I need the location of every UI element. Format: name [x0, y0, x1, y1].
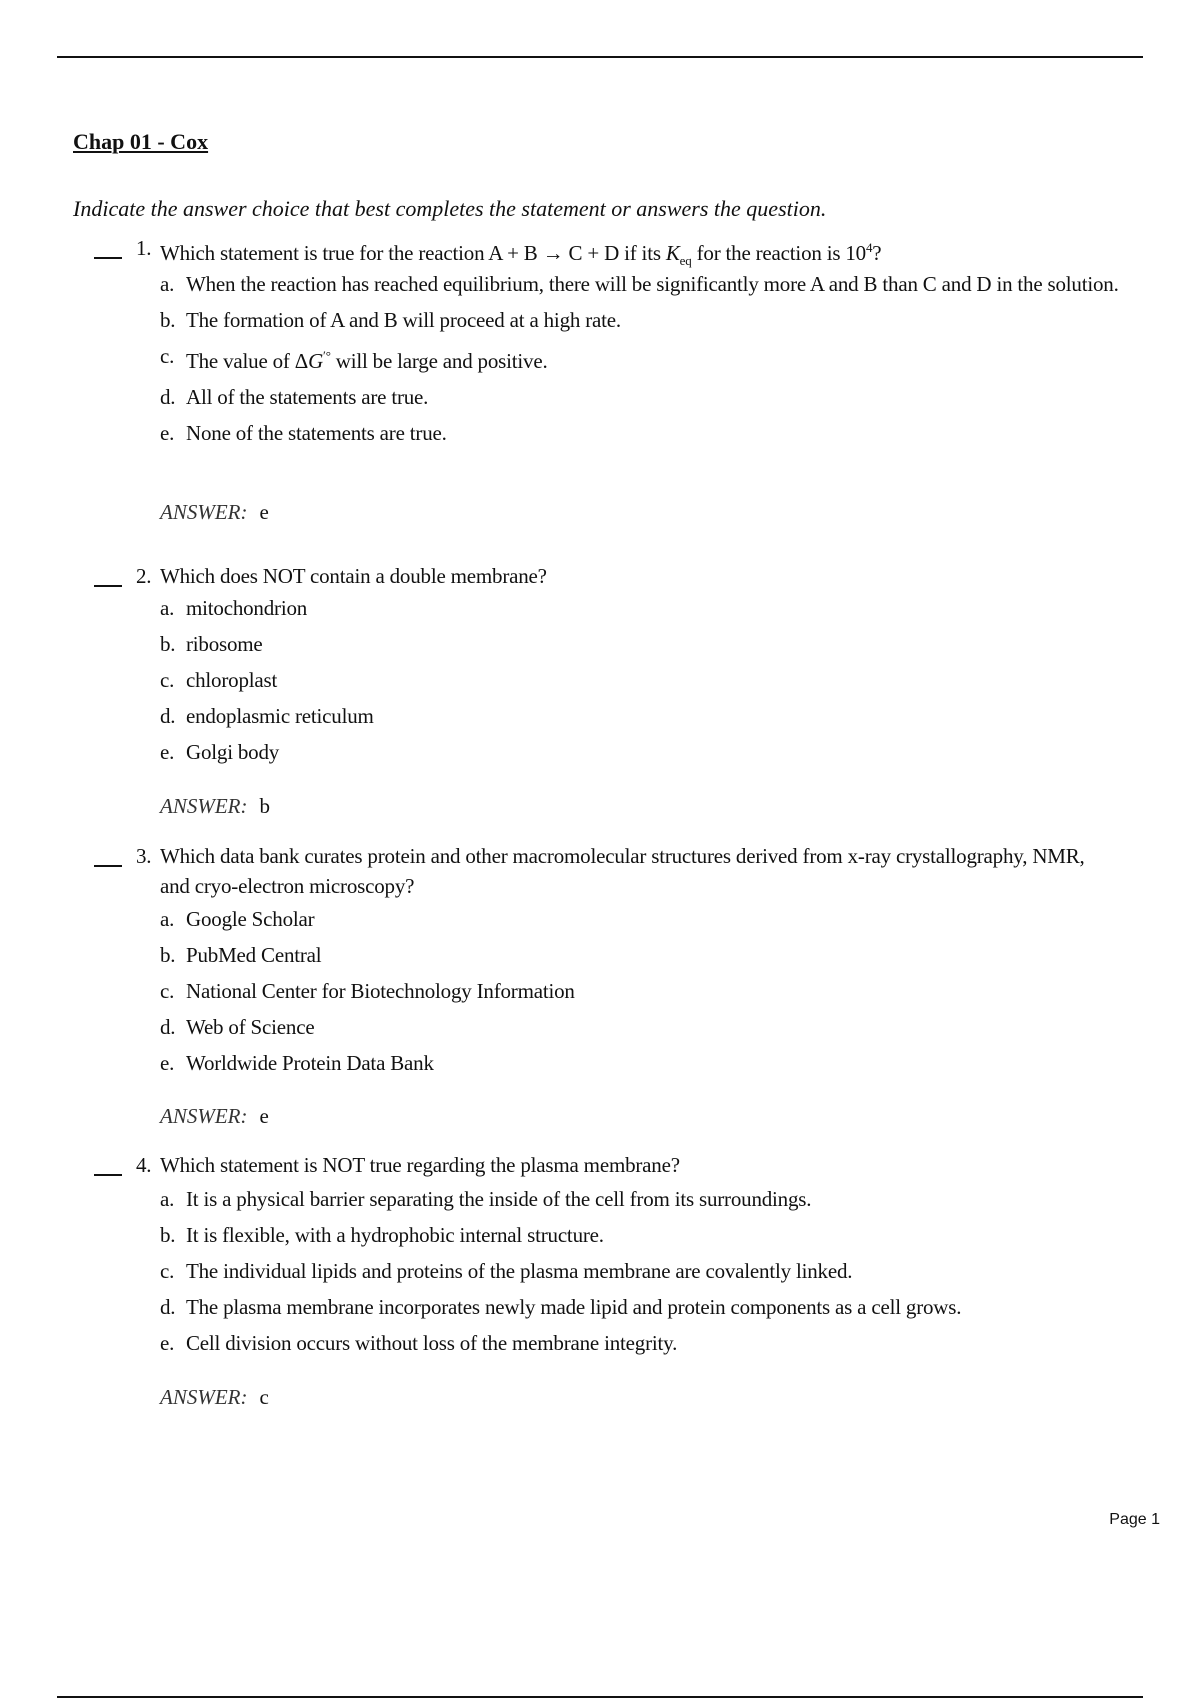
option-letter: c.	[160, 344, 175, 368]
option-c	[160, 976, 1140, 1006]
option-letter: e.	[160, 1051, 175, 1075]
option-text: The individual lipids and proteins of the plasma membrane are covalently linked.	[186, 1259, 853, 1283]
option-text: endoplasmic reticulum	[186, 704, 374, 728]
option-e	[160, 418, 1140, 448]
option-list	[160, 1184, 1140, 1364]
option-letter: d.	[160, 704, 176, 728]
option-list	[160, 904, 1140, 1084]
option-a	[160, 593, 1140, 623]
answer-value: e	[259, 1104, 269, 1128]
answer-line	[160, 1101, 269, 1131]
stem-text: Which data bank curates protein and other macromolecular structures derived from x-ray crystallography, NMR, and cryo-electron microscopy?	[160, 844, 1085, 898]
answer-label: ANSWER:	[160, 1104, 248, 1128]
answer-line	[160, 497, 269, 527]
answer-blank[interactable]	[94, 865, 122, 867]
option-text: mitochondrion	[186, 596, 308, 620]
chapter-title: Chap 01 - Cox	[73, 129, 209, 154]
answer-blank[interactable]	[94, 585, 122, 587]
option-text: All of the statements are true.	[186, 385, 429, 409]
answer-blank[interactable]	[94, 1174, 122, 1176]
k-symbol: K	[665, 241, 680, 265]
option-text: National Center for Biotechnology Information	[186, 979, 575, 1003]
question-stem	[136, 841, 1126, 901]
option-text: Worldwide Protein Data Bank	[186, 1051, 434, 1075]
option-letter: b.	[160, 632, 176, 656]
option-letter: c.	[160, 979, 175, 1003]
option-a	[160, 269, 1140, 299]
stem-text-pre: Which statement is true for the reaction A + B → C + D if its	[160, 241, 666, 265]
option-text: Web of Science	[186, 1015, 315, 1039]
k-subscript: eq	[679, 253, 692, 269]
option-text: The plasma membrane incorporates newly made lipid and protein components as a cell grows.	[186, 1295, 962, 1319]
option-letter: e.	[160, 740, 175, 764]
stem-text: Which does NOT contain a double membrane?	[160, 564, 547, 588]
question-number: 3.	[136, 844, 152, 868]
answer-label: ANSWER:	[160, 1385, 248, 1409]
option-letter: a.	[160, 907, 175, 931]
answer-blank[interactable]	[94, 257, 122, 259]
option-b	[160, 1220, 1140, 1250]
option-d	[160, 1292, 1140, 1322]
answer-label: ANSWER:	[160, 500, 248, 524]
option-text: ribosome	[186, 632, 263, 656]
answer-value: b	[259, 794, 270, 818]
option-letter: a.	[160, 1187, 175, 1211]
answer-value: c	[259, 1385, 269, 1409]
option-list	[160, 593, 1140, 773]
option-letter: b.	[160, 943, 176, 967]
option-b	[160, 940, 1140, 970]
option-text: chloroplast	[186, 668, 278, 692]
option-a	[160, 904, 1140, 934]
g-symbol: G	[308, 349, 324, 373]
answer-line	[160, 1382, 269, 1412]
question-number: 4.	[136, 1153, 152, 1177]
option-text: Google Scholar	[186, 907, 315, 931]
stem-text-post: ?	[872, 241, 882, 265]
option-letter: d.	[160, 385, 176, 409]
option-letter: e.	[160, 1331, 175, 1355]
option-letter: d.	[160, 1015, 176, 1039]
option-c	[160, 665, 1140, 695]
question-stem	[136, 561, 1126, 591]
option-text: When the reaction has reached equilibrium, there will be significantly more A and B than C and D in the solution.	[186, 272, 1119, 296]
exponent: 4	[865, 240, 873, 255]
question-stem	[136, 1150, 1126, 1180]
option-letter: a.	[160, 272, 175, 296]
option-letter: b.	[160, 308, 176, 332]
option-c	[160, 341, 1140, 376]
option-text: PubMed Central	[186, 943, 322, 967]
option-d	[160, 701, 1140, 731]
option-letter: e.	[160, 421, 175, 445]
option-a	[160, 1184, 1140, 1214]
option-text: It is a physical barrier separating the inside of the cell from its surroundings.	[186, 1187, 812, 1211]
option-letter: a.	[160, 596, 175, 620]
answer-label: ANSWER:	[160, 794, 248, 818]
option-letter: c.	[160, 1259, 175, 1283]
stem-text: Which statement is NOT true regarding the plasma membrane?	[160, 1153, 680, 1177]
option-e	[160, 1048, 1140, 1078]
option-text-pre: The value of Δ	[186, 349, 309, 373]
prime-degree: ′°	[323, 348, 331, 363]
bottom-rule	[57, 1696, 1143, 1698]
option-text: Golgi body	[186, 740, 280, 764]
stem-text-mid: for the reaction is 10	[691, 241, 866, 265]
option-d	[160, 382, 1140, 412]
option-text: Cell division occurs without loss of the membrane integrity.	[186, 1331, 678, 1355]
top-rule	[57, 56, 1143, 58]
page-number: Page 1	[1109, 1511, 1160, 1528]
answer-value: e	[259, 500, 269, 524]
option-e	[160, 737, 1140, 767]
question-number: 2.	[136, 564, 152, 588]
option-b	[160, 629, 1140, 659]
option-d	[160, 1012, 1140, 1042]
option-letter: c.	[160, 668, 175, 692]
option-text-post: will be large and positive.	[330, 349, 548, 373]
option-text: It is flexible, with a hydrophobic internal structure.	[186, 1223, 604, 1247]
option-letter: b.	[160, 1223, 176, 1247]
answer-line	[160, 791, 270, 821]
option-b	[160, 305, 1140, 335]
option-letter: d.	[160, 1295, 176, 1319]
option-c	[160, 1256, 1140, 1286]
question-number: 1.	[136, 236, 152, 260]
option-e	[160, 1328, 1140, 1358]
option-list	[160, 269, 1140, 454]
option-text: The formation of A and B will proceed at a high rate.	[186, 308, 621, 332]
instructions: Indicate the answer choice that best completes the statement or answers the question.	[73, 196, 827, 221]
option-text: None of the statements are true.	[186, 421, 447, 445]
